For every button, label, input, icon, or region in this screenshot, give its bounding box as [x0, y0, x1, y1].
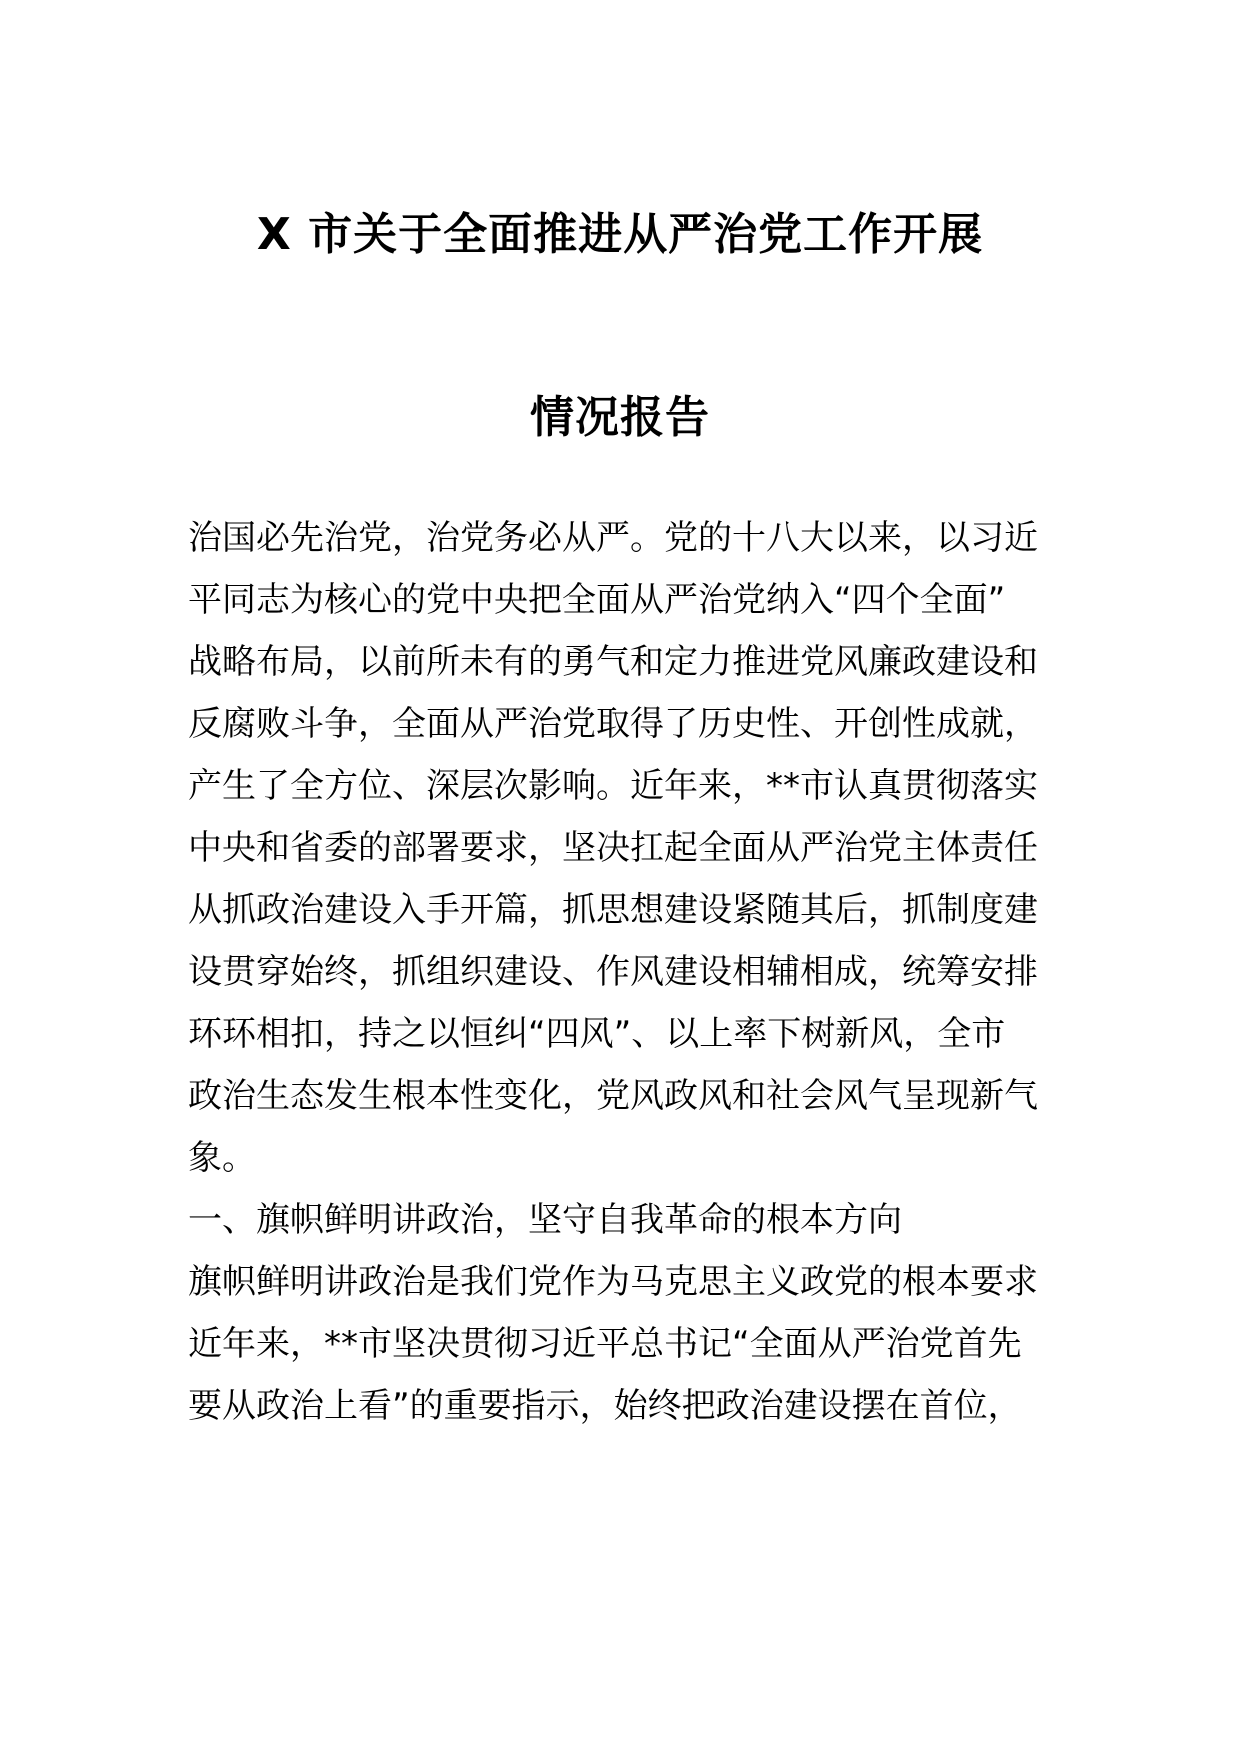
- body-text-line: 象。: [188, 1138, 256, 1178]
- body-text-line: 治国必先治党，治党务必从严。党的十八大以来，以习近: [188, 518, 1038, 558]
- body-text-line: 要从政治上看”的重要指示，始终把政治建设摆在首位，: [188, 1386, 1022, 1426]
- body-text-line: 平同志为核心的党中央把全面从严治党纳入“四个全面”: [188, 580, 1006, 620]
- body-text-line: 从抓政治建设入手开篇，抓思想建设紧随其后，抓制度建: [188, 890, 1038, 930]
- body-text-line: 设贯穿始终，抓组织建设、作风建设相辅相成，统筹安排: [188, 952, 1038, 992]
- body-text-line: 环环相扣，持之以恒纠“四风”、以上率下树新风，全市: [188, 1014, 1006, 1054]
- body-text-line: 中央和省委的部署要求，坚决扛起全面从严治党主体责任: [188, 828, 1038, 868]
- section-heading: 一、旗帜鲜明讲政治，坚守自我革命的根本方向: [188, 1200, 902, 1240]
- body-text-line: 政治生态发生根本性变化，党风政风和社会风气呈现新气: [188, 1076, 1038, 1116]
- body-text-line: 旗帜鲜明讲政治是我们党作为马克思主义政党的根本要求: [188, 1262, 1038, 1302]
- body-text-line: 战略布局，以前所未有的勇气和定力推进党风廉政建设和: [188, 642, 1038, 682]
- body-text-line: 产生了全方位、深层次影响。近年来，**市认真贯彻落实: [188, 766, 1038, 806]
- body-text-line: 反腐败斗争，全面从严治党取得了历史性、开创性成就，: [188, 704, 1038, 744]
- document-title-line-2: 情况报告: [530, 392, 710, 443]
- document-title-line-1: X 市关于全面推进从严治党工作开展: [256, 209, 984, 260]
- body-text-line: 近年来，**市坚决贯彻习近平总书记“全面从严治党首先: [188, 1324, 1022, 1364]
